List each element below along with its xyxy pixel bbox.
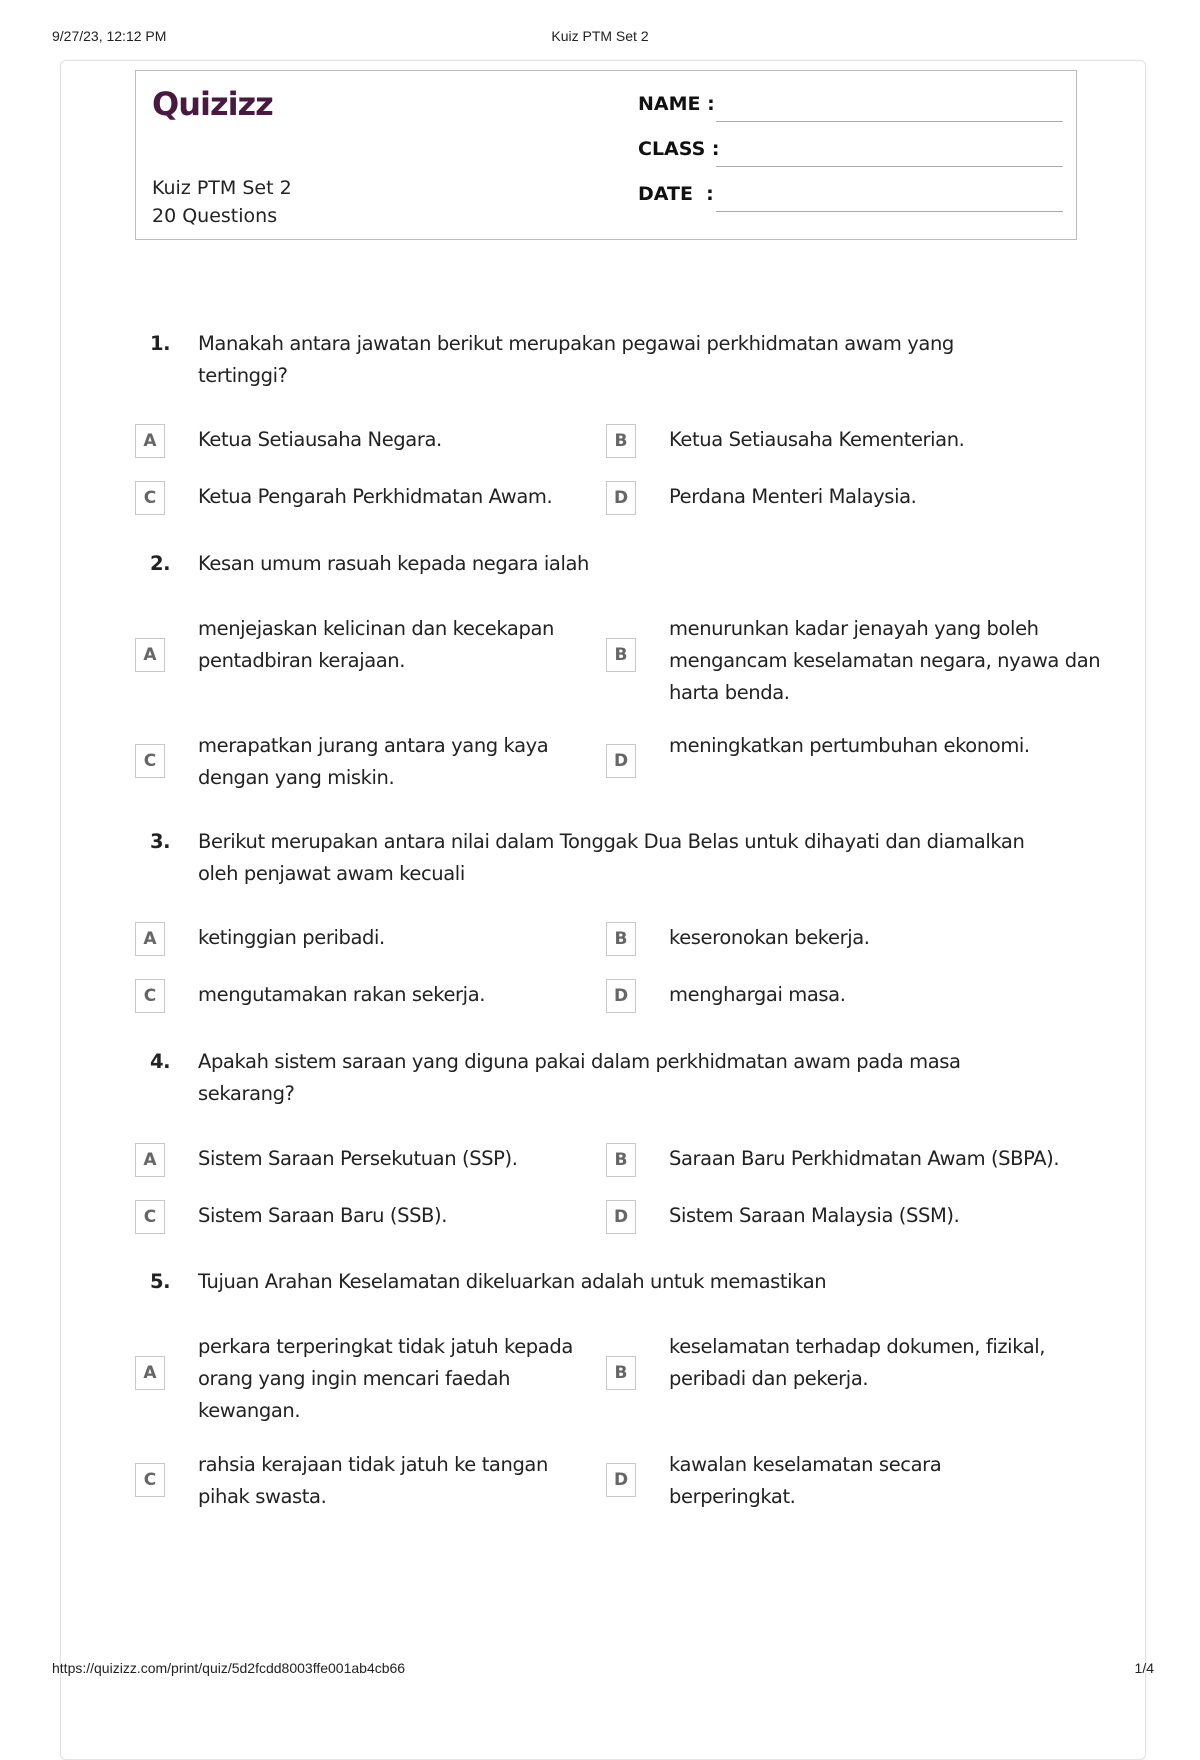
option-text: kawalan keselamatan secara berperingkat. bbox=[669, 1453, 942, 1508]
option-letter-box: C bbox=[135, 979, 165, 1013]
option-letter-box: A bbox=[135, 638, 165, 672]
name-label: NAME : bbox=[638, 93, 715, 115]
quizizz-logo: Quizizz bbox=[152, 85, 273, 123]
option-text: Sistem Saraan Baru (SSB). bbox=[198, 1204, 448, 1227]
question-text: Berikut merupakan antara nilai dalam Tonggak Dua Belas untuk dihayati dan diamalkan oleh penjawat awam kecuali bbox=[198, 830, 1025, 885]
date-field bbox=[638, 183, 1063, 213]
option-letter-box: C bbox=[135, 1200, 165, 1234]
class-field bbox=[638, 138, 1063, 168]
question-number: 3. bbox=[150, 830, 171, 853]
option-text: meningkatkan pertumbuhan ekonomi. bbox=[669, 734, 1030, 757]
question-text: Tujuan Arahan Keselamatan dikeluarkan adalah untuk memastikan bbox=[198, 1270, 827, 1293]
option-text: merapatkan jurang antara yang kaya dengan yang miskin. bbox=[198, 734, 549, 789]
option-letter-box: B bbox=[606, 1143, 636, 1177]
option-text: Ketua Setiausaha Negara. bbox=[198, 428, 442, 451]
print-url: https://quizizz.com/print/quiz/5d2fcdd8003ffe001ab4cb66 bbox=[52, 1660, 406, 1676]
question-number: 1. bbox=[150, 332, 171, 355]
print-page-number: 1/4 bbox=[1134, 1660, 1154, 1676]
print-datetime: 9/27/23, 12:12 PM bbox=[52, 28, 167, 44]
worksheet-header bbox=[135, 70, 1077, 240]
question-text: Manakah antara jawatan berikut merupakan pegawai perkhidmatan awam yang tertinggi? bbox=[198, 332, 954, 387]
option-letter-box: A bbox=[135, 922, 165, 956]
question-text: Kesan umum rasuah kepada negara ialah bbox=[198, 552, 589, 575]
name-line bbox=[716, 121, 1063, 122]
option-text: Ketua Setiausaha Kementerian. bbox=[669, 428, 965, 451]
option-text: rahsia kerajaan tidak jatuh ke tangan pihak swasta. bbox=[198, 1453, 548, 1508]
option-letter-box: D bbox=[606, 481, 636, 515]
option-letter-box: D bbox=[606, 1200, 636, 1234]
option-text: menghargai masa. bbox=[669, 983, 846, 1006]
option-letter-box: B bbox=[606, 1356, 636, 1390]
date-label: DATE : bbox=[638, 183, 714, 205]
option-text: Perdana Menteri Malaysia. bbox=[669, 485, 917, 508]
option-text: Sistem Saraan Malaysia (SSM). bbox=[669, 1204, 960, 1227]
option-letter-box: C bbox=[135, 481, 165, 515]
question-number: 4. bbox=[150, 1050, 171, 1073]
quiz-title: Kuiz PTM Set 2 bbox=[152, 177, 292, 199]
option-letter-box: A bbox=[135, 1143, 165, 1177]
option-text: keseronokan bekerja. bbox=[669, 926, 870, 949]
option-text: menurunkan kadar jenayah yang boleh mengancam keselamatan negara, nyawa dan harta benda. bbox=[669, 617, 1101, 704]
name-field bbox=[638, 93, 1063, 123]
option-letter-box: B bbox=[606, 424, 636, 458]
question-number: 2. bbox=[150, 552, 171, 575]
option-letter-box: D bbox=[606, 744, 636, 778]
option-letter-box: A bbox=[135, 1356, 165, 1390]
option-letter-box: C bbox=[135, 1463, 165, 1497]
option-text: Sistem Saraan Persekutuan (SSP). bbox=[198, 1147, 518, 1170]
option-letter-box: C bbox=[135, 744, 165, 778]
option-letter-box: B bbox=[606, 922, 636, 956]
date-line bbox=[716, 211, 1063, 212]
option-text: Ketua Pengarah Perkhidmatan Awam. bbox=[198, 485, 553, 508]
option-letter-box: B bbox=[606, 638, 636, 672]
option-text: ketinggian peribadi. bbox=[198, 926, 385, 949]
question-number: 5. bbox=[150, 1270, 171, 1293]
question-count: 20 Questions bbox=[152, 205, 278, 227]
class-line bbox=[716, 166, 1063, 167]
option-letter-box: A bbox=[135, 424, 165, 458]
option-text: Saraan Baru Perkhidmatan Awam (SBPA). bbox=[669, 1147, 1060, 1170]
option-letter-box: D bbox=[606, 1463, 636, 1497]
option-text: menjejaskan kelicinan dan kecekapan pentadbiran kerajaan. bbox=[198, 617, 554, 672]
option-text: keselamatan terhadap dokumen, fizikal, peribadi dan pekerja. bbox=[669, 1335, 1046, 1390]
option-text: mengutamakan rakan sekerja. bbox=[198, 983, 486, 1006]
print-doc-title: Kuiz PTM Set 2 bbox=[551, 28, 649, 44]
question-text: Apakah sistem saraan yang diguna pakai dalam perkhidmatan awam pada masa sekarang? bbox=[198, 1050, 961, 1105]
class-label: CLASS : bbox=[638, 138, 720, 160]
option-letter-box: D bbox=[606, 979, 636, 1013]
option-text: perkara terperingkat tidak jatuh kepada orang yang ingin mencari faedah kewangan. bbox=[198, 1335, 573, 1422]
